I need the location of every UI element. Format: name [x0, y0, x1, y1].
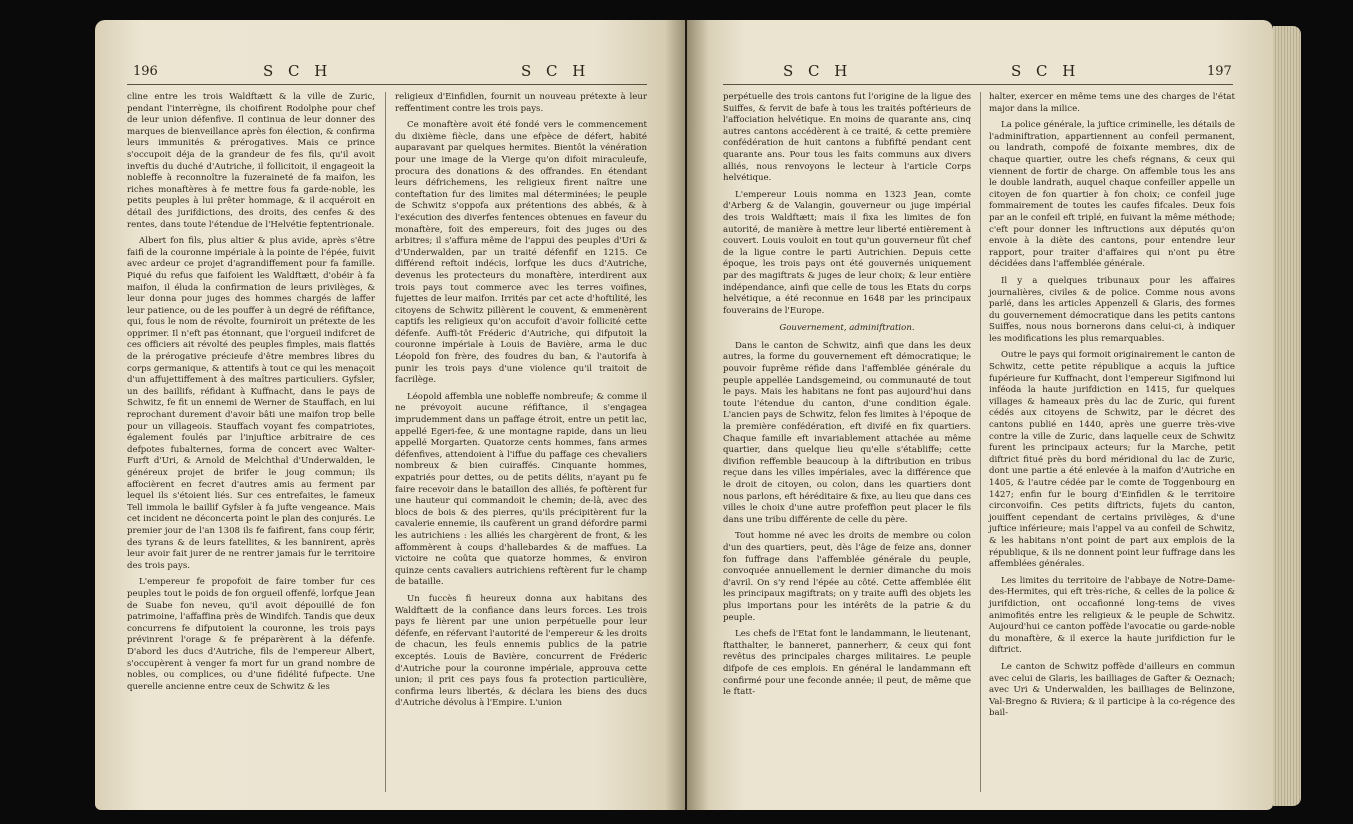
paragraph: Le canton de Schwitz poffède d'ailleurs en commun avec celui de Glaris, les bailliages de Gafter & Oeznach; avec Uri & Underwalden, les bailliages de Belinzone, Val-Bregno & Riviera; & il participe à la co-régence des bail- — [989, 661, 1235, 719]
paragraph: Il y a quelques tribunaux pour les affaires journalières, civiles & de police. Comme nous avons parlé, dans les articles Appenzell & Glaris, des formes du gouvernement démocratique dans les petits cantons Suiffes, nous nous bornerons dans celui-ci, à indiquer les modifications les plus remarquables. — [989, 275, 1235, 344]
open-book — [95, 20, 1295, 810]
paragraph: Les limites du territoire de l'abbaye de Notre-Dame-des-Hermites, qui eft très-riche, & celles de la police & jurifdiction, ont occafionné long-tems de vives animofités entre les religieux & le peuple de Schwitz. Aujourd'hui ce canton poffède l'avocatie ou garde-noble du monaftère, & il exerce la haute jurifdiction fur le diftrict. — [989, 575, 1235, 656]
left-header-rule — [127, 84, 647, 85]
right-running-head-1: S C H — [783, 62, 853, 80]
right-running-head-2: S C H — [1011, 62, 1081, 80]
paragraph: Tout homme né avec les droits de membre ou colon d'un des quartiers, peut, dès l'âge de feize ans, donner fon fuffrage dans l'affemblée générale du peuple, convoquée annuellement le dernier dimanche du mois d'avril. On s'y rend l'épée au côté. Cette affemblée élit les principaux magiftrats; on y traite auffi des objets les plus importans pour les intérêts de la patrie & du peuple. — [723, 531, 971, 623]
right-header-rule — [723, 84, 1233, 85]
paragraph: Dans le canton de Schwitz, ainfi que dans les deux autres, la forme du gouvernement eft démocratique; le pouvoir fuprême réfide dans l'affemblée générale du peuple appellée Landsgemeind, ou communauté de tout le pays. Mais les habitans ne font pas aujourd'hui dans toute l'étendue du canton, d'une condition égale. L'ancien pays de Schwitz, felon fes limites à l'époque de la première confédération, eft divifé en fix quartiers. Chaque famille eft invariablement attachée au même quartier, dans quelque lieu qu'elle s'établiffe; cette divifion reffemble beaucoup à la diftribution en tribus reçue dans les villes impériales, avec la différence que le droit de citoyen, ou colon, dans les quartiers dont nous parlons, eft héréditaire & fixe, au lieu que dans ces villes le choix d'une autre profeffion peut placer le fils dans une tribu différente de celle du père. — [723, 340, 971, 525]
right-page-number: 197 — [1207, 64, 1232, 79]
right-column-1 — [723, 92, 971, 704]
right-column-2 — [989, 92, 1235, 725]
left-page — [95, 20, 685, 810]
right-page — [687, 20, 1273, 810]
section-subheading: Gouvernement, adminiftration. — [779, 323, 915, 334]
paragraph: Un fuccès fi heureux donna aux habitans des Waldftætt de la confiance dans leurs forces. Les trois pays fe lièrent par une union perpétuelle pour leur défenfe, en réfervant l'autorité de l'empereur & les droits de chacun, les feuls ennemis publics de la patrie exceptés. Louis de Bavière, concurrent de Fréderic d'Autriche pour la couronne impériale, approuva cette union; il prit ces pays fous fa protection particulière, confirma leurs libertés, & déclara les biens des ducs d'Autriche dévolus à l'Empire. L'union — [395, 593, 647, 709]
paragraph: Outre le pays qui formoit originairement le canton de Schwitz, cette petite république a acquis la juftice fupérieure fur Kuffnacht, dont l'empereur Sigifmond lui inféoda la haute jurifdiction en 1415, fur quelques villages & hameaux près du lac de Zuric, qui furent cédés aux citoyens de Schwitz, par le décret des cantons publié en 1440, après une guerre très-vive contre la ville de Zuric, dans laquelle ceux de Schwitz furent les principaux acteurs; fur la Marche, petit diftrict fitué près du bord méridional du lac de Zuric, dont une partie a été enlevée à la maifon d'Autriche en 1405, & l'autre cédée par le comte de Toggenbourg en 1427; enfin fur le bourg d'Einfidlen & le territoire circonvoifin. Ces petits diftricts, fujets du canton, jouiffent cependant de certains privilèges, & d'une juftice inférieure; mais l'appel va au confeil de Schwitz, & les habitans n'ont point de part aux emplois de la république, & ils ne donnent point leur fuffrage dans les affemblées générales. — [989, 350, 1236, 570]
paragraph: Les chefs de l'Etat font le landammann, le lieutenant, ftatthalter, le banneret, pannerherr, & ceux qui font revêtus des principales charges militaires. Le peuple difpofe de ces emplois. En général le landammann eft confirmé pour une feconde année; il peut, de même que le ftatt- — [723, 629, 971, 698]
left-column-2 — [395, 92, 647, 715]
paragraph: La police générale, la juftice criminelle, les détails de l'adminiftration, appartiennent au confeil permanent, ou landrath, compofé de foixante membres, dix de chaque quartier, outre les chefs régnans, & ceux qui viennent de fortir de charge. On affemble tous les ans le double landrath, auquel chaque confeiller appelle un citoyen de fon quartier à fon choix; ce confeil juge fommairement de toutes les caufes fifcales. Deux fois par an le confeil eft triplé, en fuivant la même méthode; c'eft pour donner les inftructions aux députés qu'on envoie à la diète des cantons, pour entendre leur rapport, pour traiter d'affaires qui n'ont pu être décidées dans l'affemblée générale. — [989, 120, 1235, 270]
paragraph: cline entre les trois Waldftætt & la ville de Zuric, pendant l'interrègne, ils choifirent Rodolphe pour chef de leur union défenfive. Il continua de leur donner des marques de bienveillance après fon élection, & confirma leurs immunités & prérogatives. Mais ce prince s'occupoit déja de la grandeur de fes fils, qu'il avoit inveftis du duché d'Autriche, il follicitoit, il engageoit la nobleffe à reconnoître la fuzeraineté de fa maifon, les riches monaftères à fe mettre fous fa garde-noble, les petits peuples à lui prêter hommage, & il acquéroit en détail des jurifdictions, des droits, des cenfes & des rentes, dans toute l'étendue de l'Helvétie feptentrionale. — [127, 92, 375, 230]
paragraph: religieux d'Einfidlen, fournit un nouveau prétexte à leur reffentiment contre les trois pays. — [395, 92, 647, 114]
paragraph: perpétuelle des trois cantons fut l'origine de la ligue des Suiffes, & fervit de bafe à tous les traités poftérieurs de l'affociation helvétique. En moins de quarante ans, cinq autres cantons accédèrent à ce traité, & cette première confédération de huit cantons a fubfifté pendant cent quarante ans. Pour tous les faits communs aux divers alliés, nous renvoyons le lecteur à l'article Corps helvétique. — [723, 92, 971, 184]
paragraph: halter, exercer en même tems une des charges de l'état major dans la milice. — [989, 92, 1235, 114]
paragraph: Léopold affembla une nobleffe nombreufe; & comme il ne prévoyoit aucune réfiftance, il s'engagea imprudemment dans un paffage étroit, entre un petit lac, appellé Egeri-fee, & une montagne rapide, dans un lieu appellé Morgarten. Quatorze cents hommes, fans armes défenfives, attendoient à l'iffue du paffage ces chevaliers nombreux & bien cuiraffés. Cinquante hommes, expatriés pour dettes, ou de petits délits, n'ayant pu fe faire recevoir dans le bataillon des alliés, fe poftèrent fur une hauteur qui commandoit le chemin; de-là, avec des blocs de bois & des pierres, qu'ils précipitèrent fur la cavalerie ennemie, ils caufèrent un grand défordre parmi les autrichiens : les alliés les chargèrent de front, & les affommèrent à coups d'hallebardes & de maffues. La victoire ne coûta que quatorze hommes, & environ quinze cents cavaliers autrichiens reftèrent fur le champ de bataille. — [395, 391, 647, 588]
page-edges — [1273, 26, 1301, 806]
left-running-head-2: S C H — [521, 62, 591, 80]
paragraph: Albert fon fils, plus altier & plus avide, après s'être faifi de la couronne impériale à la pointe de l'épée, fuivit avec ardeur ce projet d'agrandiffement pour fa famille. Piqué du refus que faifoient les Waldftætt, d'obéir à fa maifon, il éluda la confirmation de leurs privilèges, & leur donna pour juges des hommes chargés de laffer leur patience, ou de les pouffer à un degré de réfiftance, qui, fous le nom de révolte, fourniroit un prétexte de les opprimer. Il n'eft pas étonnant, que l'orgueil indifcret de ces officiers ait révolté des peuples fimples, mais flattés de la prérogative précieufe d'être membres libres du corps germanique, & attentifs à tout ce qui les menaçoit d'un affujettiffement à des maîtres particuliers. Gyfsler, un des baillifs, réfidant à Kuffnacht, dans le pays de Schwitz, fe fit un ennemi de Werner de Stauffach, en lui reprochant durement d'avoir bâti une maifon trop belle pour un villageois. Stauffach voyant fes compatriotes, également foulés par l'injuftice arbitraire de ces defpotes fubalternes, forma de concert avec Walter-Furft d'Uri, & Arnold de Melchthal d'Underwalden, le généreux projet de brifer le joug commun; ils affocièrent en fecret d'autres amis au ferment par lequel ils s'étoient liés. Sur ces entrefaites, le fameux Tell immola le baillif Gyfsler à fa jufte vengeance. Mais cet incident ne déconcerta point le plan des conjurés. Le premier jour de l'an 1308 ils fe faifirent, fans coup férir, des tyrans & de leurs fatellites, & les bannirent, après leur avoir fait jurer de ne rentrer jamais fur le territoire des trois pays. — [127, 236, 375, 571]
left-running-head-1: S C H — [263, 62, 333, 80]
left-column-1 — [127, 92, 375, 698]
left-column-divider — [385, 92, 386, 792]
paragraph: L'empereur Louis nomma en 1323 Jean, comte d'Arberg & de Valangin, gouverneur ou juge impérial des trois Waldftætt; mais il fixa les limites de fon autorité, de manière à mettre leur liberté entièrement à couvert. Louis vouloit en tout qu'un gouverneur fût chef de la ligue contre le parti Autrichien. Depuis cette époque, les trois pays ont été gouvernés uniquement par des magiftrats & juges de leur choix; & leur entière indépendance, ainfi que celle de tous les Etats du corps helvétique, a été reconnue en 1648 par les principaux fouverains de l'Europe. — [723, 189, 971, 316]
book-gutter — [665, 20, 709, 810]
paragraph: L'empereur fe propofoit de faire tomber fur ces peuples tout le poids de fon orgueil offenfé, lorfque Jean de Suabe fon neveu, qu'il avoit dépouillé de fon patrimoine, l'affaffina près de Windifch. Tandis que deux concurrens fe difputoient la couronne, les trois pays prévinrent l'orage & fe préparèrent à la défenfe. D'abord les ducs d'Autriche, fils de l'empereur Albert, s'occupèrent à venger fa mort fur un grand nombre de nobles, ou complices, ou d'une fidélité fufpecte. Une querelle ancienne entre ceux de Schwitz & les — [127, 577, 375, 692]
left-page-number: 196 — [133, 64, 158, 79]
paragraph: Ce monaftère avoit été fondé vers le commencement du dixième fiècle, dans une efpèce de défert, habité auparavant par quelques hermites. Bientôt la vénération pour une image de la Vierge qu'on difoit miraculeufe, procura des donations & des offrandes. En étendant leurs défrichemens, les religieux firent naître une conteftation fur des limites mal déterminées; le peuple de Schwitz s'oppofa aux prétentions des abbés, & à l'exécution des diverfes fentences obtenues en faveur du monaftère, foit des empereurs, foit des juges ou des arbitres; il s'affura même de l'appui des peuples d'Uri & d'Underwalden, par un traité défenfif en 1215. Ce différend reftoit indécis, lorfque les ducs d'Autriche, devenus les protecteurs du monaftère, interdirent aux trois pays tout commerce avec les terres voifines, fujettes de leur maifon. Irrités par cet acte d'hoftilité, les citoyens de Schwitz pillèrent le couvent, & emmenèrent captifs les religieux qu'on accufoit d'avoir follicité cette défenfe. Auffi-tôt Fréderic d'Autriche, qui difputoit la couronne impériale à Louis de Bavière, arma le duc Léopold fon frère, des foudres du ban, & l'autorifa à punir les trois pays d'une violence qu'il traitoit de facrilège. — [395, 120, 647, 386]
right-column-divider — [980, 92, 981, 792]
